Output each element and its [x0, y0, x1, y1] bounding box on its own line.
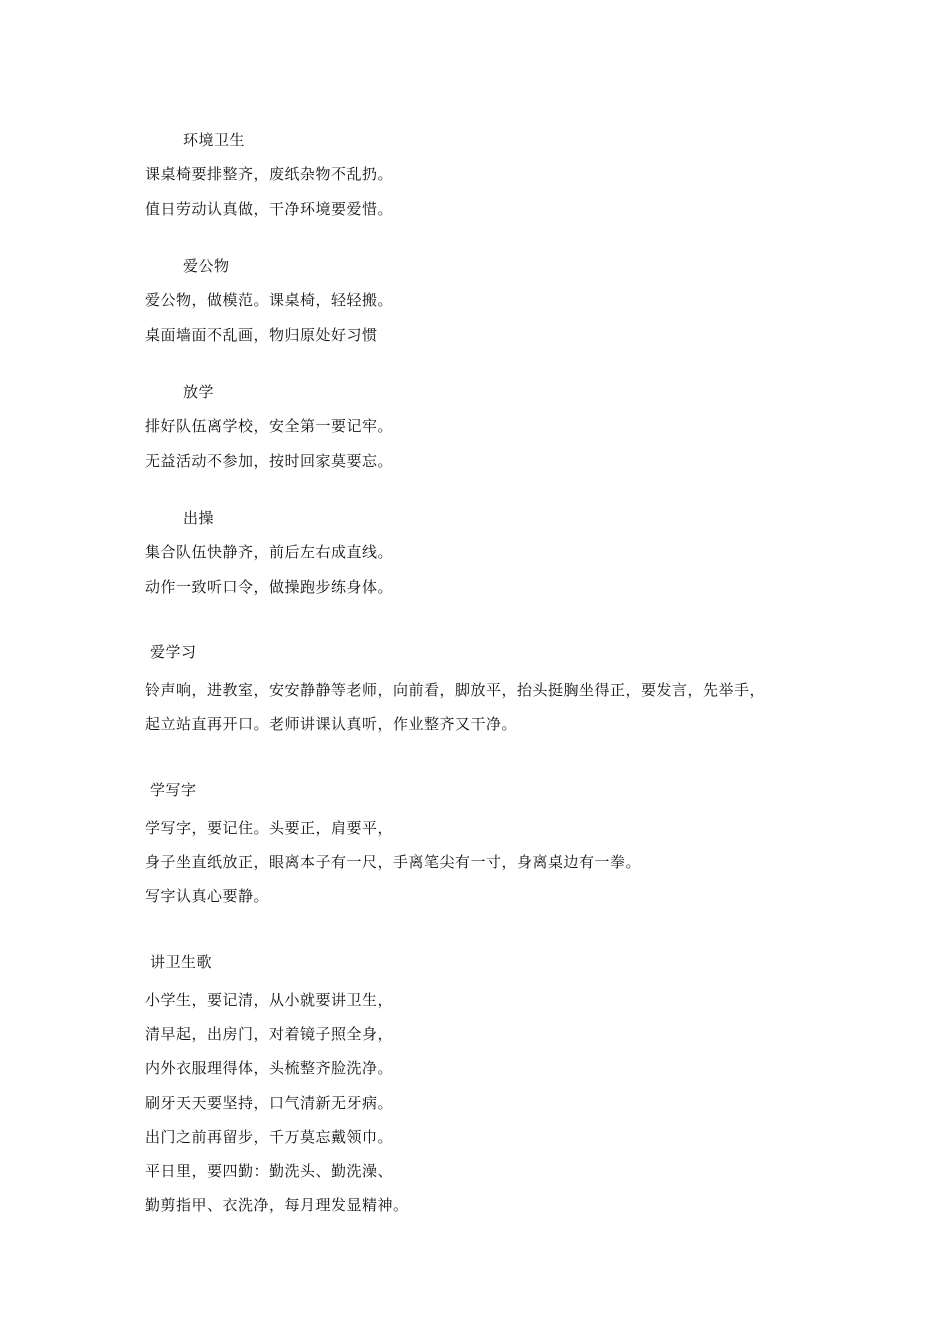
section-line: 铃声响，进教室，安安静静等老师，向前看，脚放平，抬头挺胸坐得正，要发言，先举手，	[145, 681, 766, 699]
section-line: 排好队伍离学校，安全第一要记牢。	[145, 417, 394, 435]
section-title-hygiene-song: 讲卫生歌	[150, 953, 213, 971]
section-line: 课桌椅要排整齐，废纸杂物不乱扔。	[145, 165, 394, 183]
section-line: 无益活动不参加，按时回家莫要忘。	[145, 452, 394, 470]
section-title-learn-writing: 学写字	[150, 781, 197, 799]
section-line: 爱公物，做模范。课桌椅，轻轻搬。	[145, 291, 394, 309]
section-line: 动作一致听口令，做操跑步练身体。	[145, 578, 394, 596]
section-line: 刷牙天天要坚持，口气清新无牙病。	[145, 1094, 394, 1112]
section-line: 勤剪指甲、衣洗净，每月理发显精神。	[145, 1196, 409, 1214]
section-line: 内外衣服理得体，头梳整齐脸洗净。	[145, 1059, 394, 1077]
section-line: 出门之前再留步，千万莫忘戴领巾。	[145, 1128, 394, 1146]
section-line: 平日里，要四勤：勤洗头、勤洗澡、	[145, 1162, 394, 1180]
section-line: 小学生，要记清，从小就要讲卫生，	[145, 991, 394, 1009]
section-title-environment-hygiene: 环境卫生	[183, 131, 246, 149]
section-title-love-learning: 爱学习	[150, 643, 197, 661]
section-line: 值日劳动认真做，干净环境要爱惜。	[145, 200, 394, 218]
section-title-after-school: 放学	[183, 383, 215, 401]
section-title-exercise: 出操	[183, 509, 215, 527]
section-line: 桌面墙面不乱画，物归原处好习惯	[145, 326, 378, 344]
section-line: 学写字，要记住。头要正，肩要平，	[145, 819, 394, 837]
section-line: 集合队伍快静齐，前后左右成直线。	[145, 543, 394, 561]
section-line: 清早起，出房门，对着镜子照全身，	[145, 1025, 394, 1043]
section-line: 起立站直再开口。老师讲课认真听，作业整齐又干净。	[145, 715, 518, 733]
section-line: 写字认真心要静。	[145, 887, 270, 905]
section-line: 身子坐直纸放正，眼离本子有一尺，手离笔尖有一寸，身离桌边有一拳。	[145, 853, 642, 871]
section-title-care-public-property: 爱公物	[183, 257, 230, 275]
